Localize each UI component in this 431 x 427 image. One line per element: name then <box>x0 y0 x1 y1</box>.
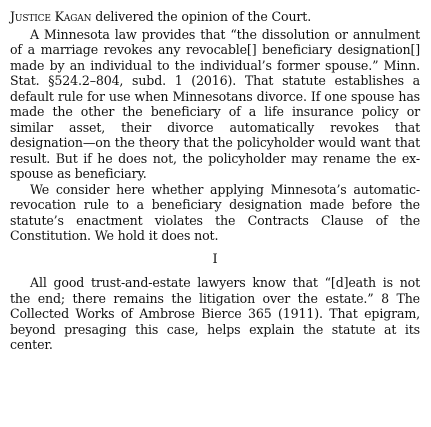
opinion-document <box>10 9 420 353</box>
author-title: Justice <box>10 9 51 24</box>
opinion-byline <box>10 9 420 25</box>
paragraph-minnesota-law: A Minnesota law provides that “the dissolution or annulment of a marriage revokes any revocable[] beneficiary designation[] made by an individual to the individual’s former spouse.” Minn. Stat. §524.2–804, subd. 1 (2016). That statute establishes a default rule for use when Minnesotans divorce. If one spouse has made the other the beneficiary of a life insurance policy or similar asset, their divorce automatically revokes that designation—on the theory that the policyholder would want that result. But if he does not, the policyholder may rename the ex-spouse as beneficiary. <box>10 26 420 181</box>
paragraph-question-presented: We consider here whether applying Minnesota’s automatic-revocation rule to a beneficiary designation made before the statute’s enactment violates the Contracts Clause of the Constitution. We hold it does not. <box>10 181 420 243</box>
section-heading: I <box>212 251 218 267</box>
byline-text: delivered the opinion of the Court. <box>91 9 312 24</box>
author-name: Kagan <box>54 9 92 24</box>
paragraph-epigram: All good trust-and-estate lawyers know that “[d]eath is not the end; there remains the litigation over the estate.” 8 The Collected Works of Ambrose Bierce 365 (1911). That epigram, beyond presaging this case, helps explain the statute at its center. <box>10 275 420 352</box>
